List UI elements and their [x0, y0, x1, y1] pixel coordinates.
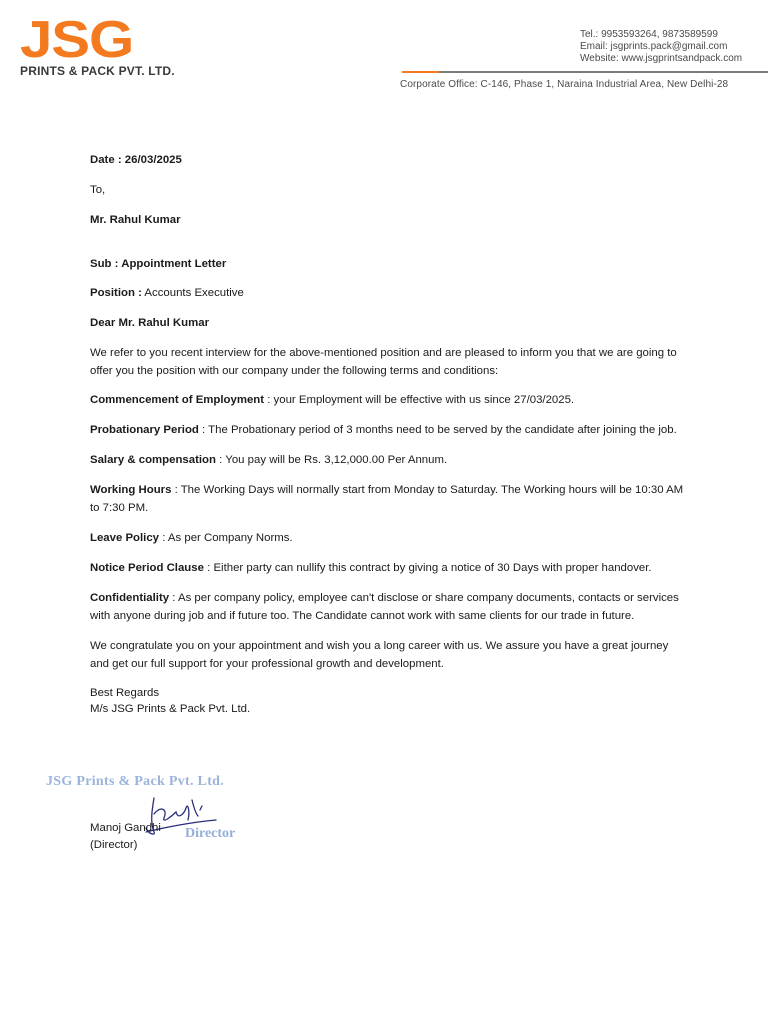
term-label: Probationary Period — [90, 424, 199, 436]
term-text: : As per company policy, employee can't disclose or share company documents, contacts or services with anyone during job and if future too. The Candidate cannot work with same clients for our trade in future. — [90, 592, 679, 622]
letter-subject: Sub : Appointment Letter — [90, 258, 227, 270]
signer-title: (Director) — [90, 839, 138, 851]
letter-recipient: Mr. Rahul Kumar — [90, 214, 181, 226]
term-probation — [90, 421, 690, 439]
term-text: : Either party can nullify this contract by giving a notice of 30 Days with proper handover. — [203, 562, 652, 574]
term-text: : The Working Days will normally start from Monday to Saturday. The Working hours will be 10:30 AM to 7:30 PM. — [90, 484, 684, 514]
term-label: Confidentiality — [90, 592, 170, 604]
contact-email: Email: jsgprints.pack@gmail.com — [580, 41, 728, 52]
logo-subtitle: PRINTS & PACK PVT. LTD. — [20, 64, 175, 78]
logo-text: JSG — [20, 11, 134, 69]
letter-closing: We congratulate you on your appointment and wish you a long career with us. We assure you have a great journey and get our full support for your professional growth and development. — [90, 640, 669, 670]
letter-intro: We refer to you recent interview for the above-mentioned position and are pleased to inform you that we are going to offer you the position with our company under the following terms and conditions: — [90, 347, 677, 377]
letter-date: Date : 26/03/2025 — [90, 154, 182, 166]
letter-body — [90, 151, 690, 717]
term-label: Salary & compensation — [90, 454, 216, 466]
stamp-company: JSG Prints & Pack Pvt. Ltd. — [46, 774, 225, 789]
term-label: Notice Period Clause — [90, 562, 204, 574]
letter-to: To, — [90, 184, 106, 196]
term-text: : You pay will be Rs. 3,12,000.00 Per Annum. — [215, 454, 448, 466]
position-label: Position : — [90, 287, 142, 299]
contact-tel: Tel.: 9953593264, 9873589599 — [580, 29, 718, 40]
letter-regards: Best Regards — [90, 687, 160, 699]
term-text: : As per Company Norms. — [159, 532, 293, 544]
term-label: Working Hours — [90, 484, 172, 496]
signature-stamp-area — [44, 770, 304, 860]
term-confidentiality — [90, 589, 690, 625]
signer-block — [90, 820, 161, 854]
term-salary — [90, 451, 690, 469]
term-text: : your Employment will be effective with us since 27/03/2025. — [264, 394, 575, 406]
stamp-designation: Director — [185, 826, 236, 841]
term-commencement — [90, 391, 690, 409]
term-leave-policy — [90, 529, 690, 547]
position-value: Accounts Executive — [141, 287, 244, 299]
contact-website: Website: www.jsgprintsandpack.com — [580, 53, 743, 64]
term-text: : The Probationary period of 3 months need to be served by the candidate after joining the job. — [198, 424, 677, 436]
header-rule — [439, 71, 768, 73]
term-notice-period — [90, 559, 690, 577]
letter-company: M/s JSG Prints & Pack Pvt. Ltd. — [90, 703, 251, 715]
header-rule-accent — [402, 71, 439, 73]
corporate-office-address: Corporate Office: C-146, Phase 1, Naraina Industrial Area, New Delhi-28 — [400, 79, 729, 90]
term-label: Commencement of Employment — [90, 394, 265, 406]
letter-position — [90, 284, 690, 302]
company-logo — [20, 11, 175, 78]
letter-salutation: Dear Mr. Rahul Kumar — [90, 317, 210, 329]
term-working-hours — [90, 481, 690, 517]
signer-name: Manoj Gandhi — [90, 822, 161, 834]
contact-block — [580, 29, 742, 65]
term-label: Leave Policy — [90, 532, 160, 544]
